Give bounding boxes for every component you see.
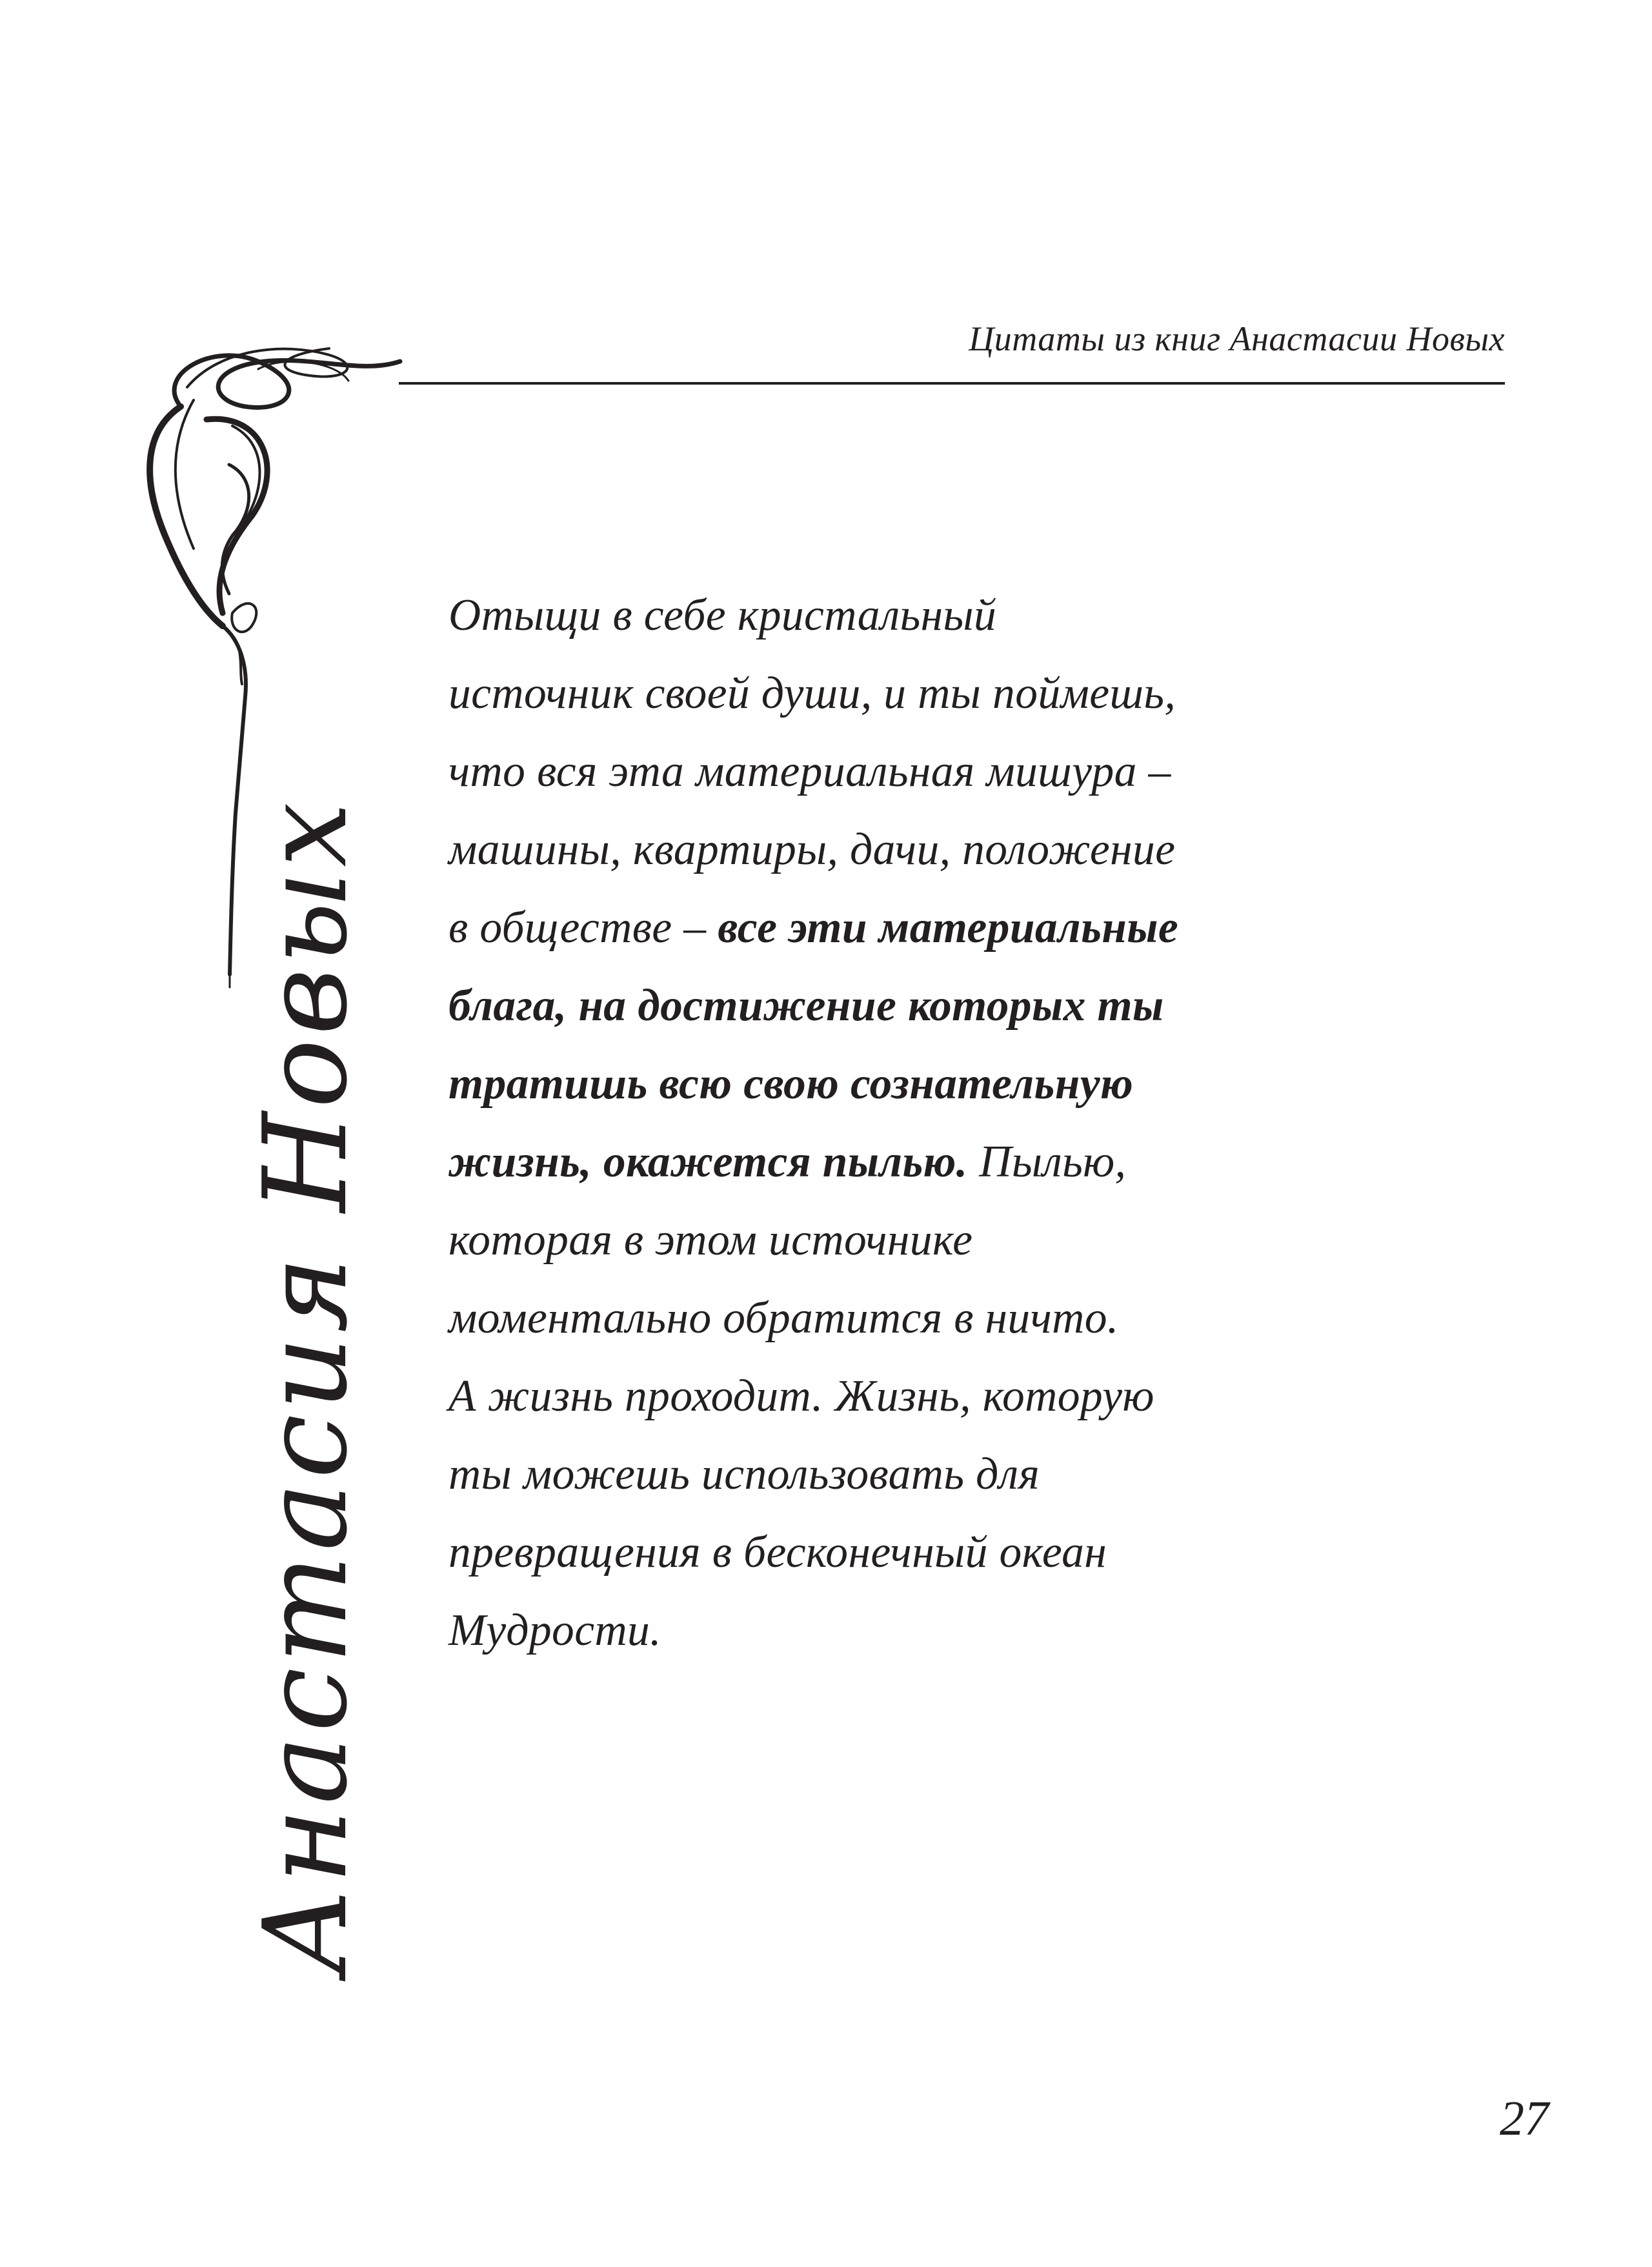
page-number: 27 xyxy=(1500,2091,1549,2146)
quote-line xyxy=(448,1123,1352,1201)
quote-line: Отыщи в себе кристальный xyxy=(448,590,997,640)
quote-emphasis: жизнь, окажется пылью. xyxy=(448,1137,968,1187)
header-rule xyxy=(399,382,1505,385)
quote-fragment: в обществе – xyxy=(448,903,718,952)
quote-emphasis: все эти материальные xyxy=(718,903,1179,952)
vertical-author-name: Анастасия Новых xyxy=(239,798,372,1975)
quote-line: моментально обратится в ничто. xyxy=(448,1293,1119,1343)
quote-line: источник своей души, и ты поймешь, xyxy=(448,669,1176,718)
quote-line: машины, квартиры, дачи, положение xyxy=(448,825,1176,874)
running-header: Цитаты из книг Анастасии Новых xyxy=(969,319,1505,358)
quote-fragment: Пылью, xyxy=(967,1137,1127,1187)
quote-line: ты можешь использовать для xyxy=(448,1449,1040,1499)
quote-line: которая в этом источнике xyxy=(448,1215,973,1265)
quote-emphasis-line: тратишь всю свою сознательную xyxy=(448,1059,1134,1109)
quote-line: Мудрости. xyxy=(448,1606,661,1655)
quote-line: А жизнь проходит. Жизнь, которую xyxy=(448,1371,1154,1421)
quote-text xyxy=(448,576,1352,1669)
quote-line xyxy=(448,889,1352,967)
quote-line: превращения в бесконечный океан xyxy=(448,1527,1107,1577)
quote-emphasis-line: блага, на достижение которых ты xyxy=(448,981,1164,1031)
quote-line: что вся эта материальная мишура – xyxy=(448,747,1171,796)
